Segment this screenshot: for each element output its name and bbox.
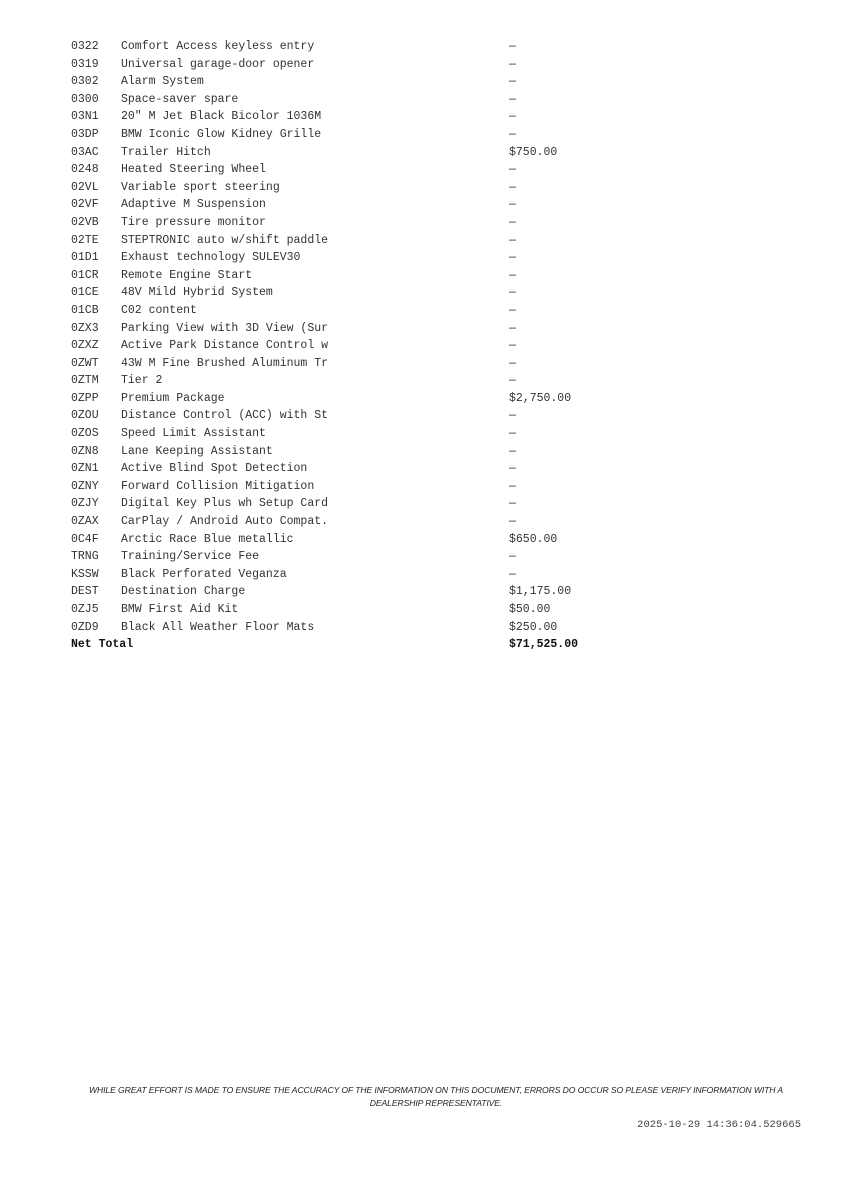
- option-row: [71, 337, 631, 355]
- option-code: 02VF: [71, 198, 99, 212]
- option-code: KSSW: [71, 567, 99, 581]
- option-row: [71, 38, 631, 56]
- option-row: [71, 601, 631, 619]
- option-code: 0ZN1: [71, 462, 99, 476]
- option-row: [71, 407, 631, 425]
- option-price: —: [509, 92, 516, 106]
- option-price: —: [509, 110, 516, 124]
- timestamp: 2025-10-29 14:36:04.529665: [637, 1119, 801, 1131]
- option-description: 48V Mild Hybrid System: [121, 286, 273, 300]
- option-code: DEST: [71, 585, 99, 599]
- option-price: —: [509, 515, 516, 529]
- option-price: $2,750.00: [509, 391, 572, 405]
- option-price: —: [509, 479, 516, 493]
- option-price: —: [509, 215, 516, 229]
- option-description: Training/Service Fee: [121, 550, 260, 564]
- option-description: Distance Control (ACC) with St: [121, 409, 329, 423]
- option-price: —: [509, 409, 516, 423]
- option-code: 0ZPP: [71, 391, 99, 405]
- option-description: Exhaust technology SULEV30: [121, 251, 301, 265]
- option-description: Trailer Hitch: [121, 145, 211, 159]
- option-price: —: [509, 286, 516, 300]
- option-price: —: [509, 339, 516, 353]
- option-code: 0319: [71, 57, 99, 71]
- option-row: [71, 302, 631, 320]
- options-table: [71, 38, 631, 654]
- option-price: —: [509, 497, 516, 511]
- option-price: —: [509, 163, 516, 177]
- option-row: [71, 531, 631, 549]
- option-description: CarPlay / Android Auto Compat.: [121, 515, 329, 529]
- option-description: 43W M Fine Brushed Aluminum Tr: [121, 356, 329, 370]
- option-row: [71, 126, 631, 144]
- option-description: Heated Steering Wheel: [121, 163, 266, 177]
- option-description: Arctic Race Blue metallic: [121, 532, 294, 546]
- option-description: Tire pressure monitor: [121, 215, 266, 229]
- option-price: —: [509, 251, 516, 265]
- option-code: 0ZAX: [71, 515, 99, 529]
- option-price: —: [509, 268, 516, 282]
- option-description: Variable sport steering: [121, 180, 280, 194]
- option-price: —: [509, 40, 516, 53]
- option-code: 02VB: [71, 215, 99, 229]
- option-row: [71, 320, 631, 338]
- option-code: 02VL: [71, 180, 99, 194]
- option-code: 0ZXZ: [71, 339, 99, 353]
- net-total-label: Net Total: [71, 638, 134, 652]
- option-price: $250.00: [509, 620, 558, 634]
- option-row: [71, 108, 631, 126]
- option-code: 0ZX3: [71, 321, 99, 335]
- option-code: 0ZWT: [71, 356, 99, 370]
- option-code: 0302: [71, 75, 99, 89]
- option-code: 01CR: [71, 268, 99, 282]
- option-row: [71, 460, 631, 478]
- option-price: —: [509, 57, 516, 71]
- option-description: Adaptive M Suspension: [121, 198, 266, 212]
- option-row: [71, 284, 631, 302]
- option-description: Destination Charge: [121, 585, 246, 599]
- option-price: —: [509, 374, 516, 388]
- option-price: —: [509, 550, 516, 564]
- option-description: Remote Engine Start: [121, 268, 253, 282]
- option-description: Premium Package: [121, 391, 225, 405]
- option-code: 0ZOS: [71, 427, 99, 441]
- option-row: [71, 390, 631, 408]
- option-code: 0C4F: [71, 532, 99, 546]
- option-row: [71, 214, 631, 232]
- option-code: 0ZJ5: [71, 603, 99, 616]
- option-row: [71, 56, 631, 74]
- option-row: [71, 249, 631, 267]
- option-code: 03DP: [71, 127, 99, 141]
- option-code: 0248: [71, 163, 99, 177]
- option-price: $650.00: [509, 532, 558, 546]
- option-row: [71, 355, 631, 373]
- option-code: 03N1: [71, 110, 99, 124]
- option-row: [71, 161, 631, 179]
- option-code: TRNG: [71, 550, 99, 564]
- option-row: [71, 566, 631, 584]
- option-price: —: [509, 462, 516, 476]
- option-code: 0300: [71, 92, 99, 106]
- option-row: [71, 179, 631, 197]
- disclaimer-text: WHILE GREAT EFFORT IS MADE TO ENSURE THE ACCURACY OF THE INFORMATION ON THIS DOCUMENT, ERRORS DO OCCUR SO PLEASE VERIFY INFORMATION WITH A DEALERSHIP REPRESENTATIVE.: [89, 1085, 783, 1108]
- option-price: —: [509, 233, 516, 247]
- option-code: 01CB: [71, 303, 99, 317]
- option-price: $50.00: [509, 603, 551, 616]
- net-total-value: $71,525.00: [509, 638, 579, 652]
- option-code: 0ZOU: [71, 409, 99, 423]
- option-row: [71, 513, 631, 531]
- option-description: Active Park Distance Control w: [121, 339, 329, 353]
- option-description: C02 content: [121, 303, 197, 317]
- option-code: 0ZNY: [71, 479, 99, 493]
- option-price: $750.00: [509, 145, 558, 159]
- option-price: —: [509, 321, 516, 335]
- option-description: BMW First Aid Kit: [121, 603, 239, 616]
- option-row: [71, 73, 631, 91]
- option-description: STEPTRONIC auto w/shift paddle: [121, 233, 329, 247]
- option-code: 03AC: [71, 145, 99, 159]
- option-description: Digital Key Plus wh Setup Card: [121, 497, 329, 511]
- option-description: Black Perforated Veganza: [121, 567, 287, 581]
- option-description: Black All Weather Floor Mats: [121, 620, 315, 634]
- option-description: Forward Collision Mitigation: [121, 479, 315, 493]
- option-code: 0ZD9: [71, 620, 99, 634]
- option-description: Active Blind Spot Detection: [121, 462, 308, 476]
- option-price: —: [509, 198, 516, 212]
- option-price: —: [509, 180, 516, 194]
- option-code: 01CE: [71, 286, 99, 300]
- option-price: —: [509, 444, 516, 458]
- option-row: [71, 196, 631, 214]
- option-rows: [71, 38, 631, 636]
- option-description: Universal garage-door opener: [121, 57, 315, 71]
- option-price: —: [509, 427, 516, 441]
- option-price: —: [509, 567, 516, 581]
- option-price: —: [509, 75, 516, 89]
- option-description: BMW Iconic Glow Kidney Grille: [121, 127, 322, 141]
- option-code: 0322: [71, 40, 99, 53]
- option-code: 0ZN8: [71, 444, 99, 458]
- option-code: 01D1: [71, 251, 99, 265]
- option-description: Tier 2: [121, 374, 163, 388]
- option-row: [71, 267, 631, 285]
- option-description: Parking View with 3D View (Sur: [121, 321, 329, 335]
- option-price: —: [509, 127, 516, 141]
- option-code: 0ZJY: [71, 497, 99, 511]
- option-row: [71, 548, 631, 566]
- option-row: [71, 619, 631, 637]
- option-row: [71, 372, 631, 390]
- option-description: Space-saver spare: [121, 92, 239, 106]
- option-price: —: [509, 356, 516, 370]
- net-total-row: [71, 636, 631, 654]
- option-description: Alarm System: [121, 75, 204, 89]
- option-row: [71, 91, 631, 109]
- option-row: [71, 443, 631, 461]
- option-description: 20" M Jet Black Bicolor 1036M: [121, 110, 322, 124]
- option-row: [71, 144, 631, 162]
- option-row: [71, 583, 631, 601]
- option-price: $1,175.00: [509, 585, 572, 599]
- option-code: 0ZTM: [71, 374, 99, 388]
- option-description: Comfort Access keyless entry: [121, 40, 315, 53]
- option-row: [71, 495, 631, 513]
- option-code: 02TE: [71, 233, 99, 247]
- option-description: Speed Limit Assistant: [121, 427, 266, 441]
- option-row: [71, 478, 631, 496]
- option-row: [71, 232, 631, 250]
- option-price: —: [509, 303, 516, 317]
- option-row: [71, 425, 631, 443]
- option-description: Lane Keeping Assistant: [121, 444, 273, 458]
